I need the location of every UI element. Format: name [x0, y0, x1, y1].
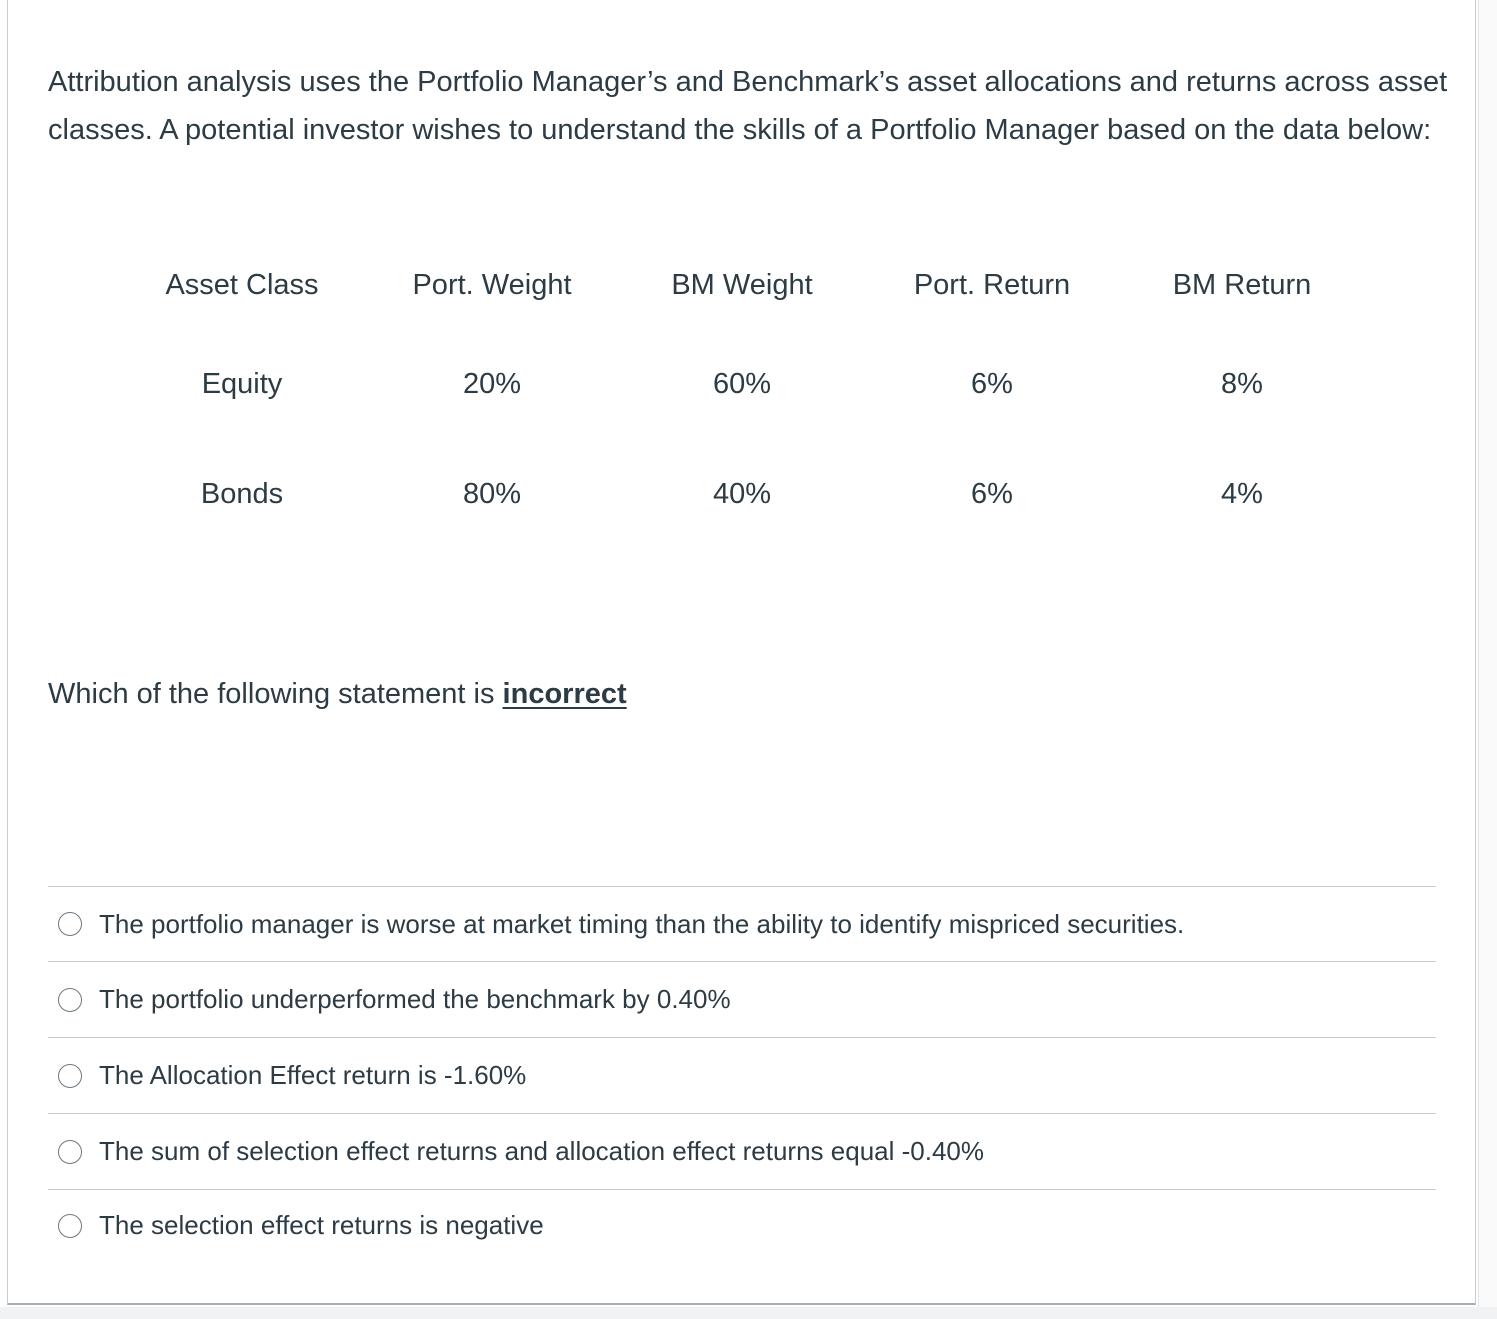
table-row — [117, 320, 1367, 436]
answer-options — [48, 886, 1436, 1261]
radio-button-icon[interactable] — [58, 912, 82, 936]
table-cell: 80% — [462, 477, 522, 510]
table-header-row — [117, 250, 1367, 320]
answer-label[interactable]: The Allocation Effect return is -1.60% — [99, 1060, 527, 1090]
prompt-text: Which of the following statement is — [48, 678, 503, 710]
header-port-weight: Port. Weight — [412, 268, 572, 301]
page-side-gutter — [1478, 0, 1497, 1319]
answer-option[interactable] — [48, 961, 1436, 1037]
question-intro-text: Attribution analysis uses the Portfolio Manager’s and Benchmark’s asset allocations and returns across asset classes. A potential investor wishes to understand the skills of a Portfolio Manager based on the data below: — [48, 66, 1448, 146]
table-cell: 60% — [712, 367, 772, 400]
answer-label[interactable]: The sum of selection effect returns and allocation effect returns equal -0.40% — [99, 1136, 984, 1166]
table-cell: 4% — [1221, 477, 1263, 510]
table-cell: Bonds — [200, 477, 284, 510]
table-cell: 40% — [712, 477, 772, 510]
table-cell: 6% — [971, 367, 1013, 400]
header-bm-weight: BM Weight — [671, 268, 813, 301]
radio-button-icon[interactable] — [58, 1064, 82, 1088]
answer-option[interactable] — [48, 1037, 1436, 1113]
table-cell: 6% — [971, 477, 1013, 510]
table-row — [117, 436, 1367, 552]
radio-button-icon[interactable] — [58, 988, 82, 1012]
header-bm-return: BM Return — [1172, 268, 1312, 301]
table-cell: 8% — [1221, 367, 1263, 400]
answer-label[interactable]: The portfolio manager is worse at market timing than the ability to identify mispriced securities. — [99, 908, 1185, 939]
question-prompt — [48, 672, 627, 716]
answer-label[interactable]: The selection effect returns is negative — [99, 1210, 544, 1240]
table-cell: 20% — [462, 367, 522, 400]
answer-option[interactable] — [48, 1113, 1436, 1189]
table-cell: Equity — [201, 367, 283, 400]
answer-option[interactable] — [48, 886, 1436, 961]
prompt-emphasis: incorrect — [502, 678, 627, 710]
attribution-data-table — [117, 250, 1367, 552]
radio-button-icon[interactable] — [58, 1140, 82, 1164]
header-port-return: Port. Return — [913, 268, 1071, 301]
page-bottom-gutter — [0, 1307, 1497, 1319]
header-asset-class: Asset Class — [165, 268, 319, 301]
radio-button-icon[interactable] — [58, 1214, 82, 1238]
answer-option[interactable] — [48, 1189, 1436, 1261]
answer-label[interactable]: The portfolio underperformed the benchmark by 0.40% — [99, 984, 731, 1014]
